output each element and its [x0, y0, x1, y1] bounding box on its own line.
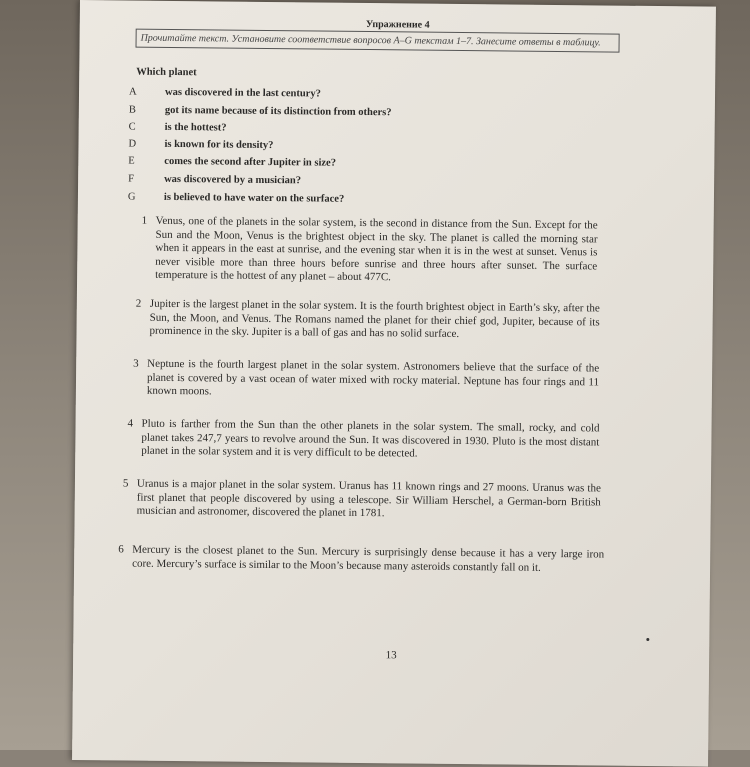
- paragraph-2: [135, 297, 600, 343]
- question-text: got its name because of its distinction from others?: [164, 104, 392, 119]
- paragraph-6: [118, 543, 605, 576]
- paragraph-number: 3: [133, 357, 139, 370]
- paragraph-number: 2: [135, 297, 142, 310]
- paragraph-number: 6: [118, 543, 124, 556]
- paragraph-number: 4: [127, 417, 134, 430]
- instructions-box: Прочитайте текст. Установите соответствие вопросов А–G текстам 1–7. Занесите ответы в таблицу.: [136, 29, 620, 53]
- paragraph-4: [127, 417, 600, 463]
- question-letter: D: [128, 138, 137, 150]
- page-number: 13: [385, 649, 397, 662]
- question-letter: F: [128, 173, 135, 185]
- question-letter: E: [128, 155, 135, 167]
- paragraph-number: 1: [141, 214, 148, 227]
- paragraph-number: 5: [122, 477, 129, 490]
- question-text: comes the second after Jupiter in size?: [164, 155, 337, 169]
- which-planet-label: Which planet: [136, 66, 197, 79]
- exercise-heading: Упражнение 4: [365, 18, 430, 31]
- paragraph-text: Jupiter is the largest planet in the solar system. It is the fourth brightest object in Earth’s sky, after the Sun, the Moon, and Venus. The Romans named the planet for their chief god, Jupiter, because of its prominence in the sky. Jupiter is a ball of gas and has no solid surface.: [149, 297, 600, 340]
- question-text: is known for its density?: [164, 138, 274, 152]
- question-letter: G: [127, 191, 136, 203]
- paragraph-5: [122, 477, 601, 523]
- paragraph-text: Uranus is a major planet in the solar system. Uranus has 11 known rings and 27 moons. Uranus was the first planet that people discovered by using a telescope. Sir William Herschel, a German-born British musician and astronomer, discovered the planet in 1781.: [136, 477, 601, 520]
- question-text: was discovered in the last century?: [164, 86, 321, 100]
- question-text: is believed to have water on the surface?: [163, 191, 345, 205]
- question-text: is the hottest?: [164, 121, 227, 134]
- paragraph-3: [133, 357, 600, 403]
- question-letter: A: [128, 86, 137, 98]
- paragraph-text: Neptune is the fourth largest planet in the solar system. Astronomers believe that the surface of the planet is covered by a vast ocean of water mixed with rocky material. Neptune has four rings and 11 known moons.: [146, 357, 600, 398]
- ink-dot: [646, 638, 649, 641]
- paragraph-text: Mercury is the closest planet to the Sun. Mercury is surprisingly dense because it has a very large iron core. Mercury’s surface is similar to the Moon’s because many asteroids constantly fall on it.: [132, 543, 605, 574]
- textbook-page: [72, 0, 716, 767]
- paragraph-text: Pluto is farther from the Sun than the other planets in the solar system. The small, rocky, and cold planet takes 247,7 years to revolve around the Sun. It was discovered in 1930. Pluto is the most distant planet in the solar system and it is very difficult to be detected.: [141, 417, 600, 460]
- question-text: was discovered by a musician?: [164, 173, 302, 187]
- question-letter: C: [128, 121, 136, 133]
- paragraph-text: Venus, one of the planets in the solar system, is the second in distance from the Sun. Except for the Sun and the Moon, Venus is the brightest object in the sky. The planet is called the morning star when it appears in the east at sunrise, and the evening star when it is in the west at sunset. Venus is never visible more than three hours before sunrise and three hours after sunset. The surface temperature is the hottest of any planet – about 477C.: [155, 214, 598, 284]
- question-letter: B: [128, 104, 136, 116]
- paragraph-1: [141, 214, 598, 287]
